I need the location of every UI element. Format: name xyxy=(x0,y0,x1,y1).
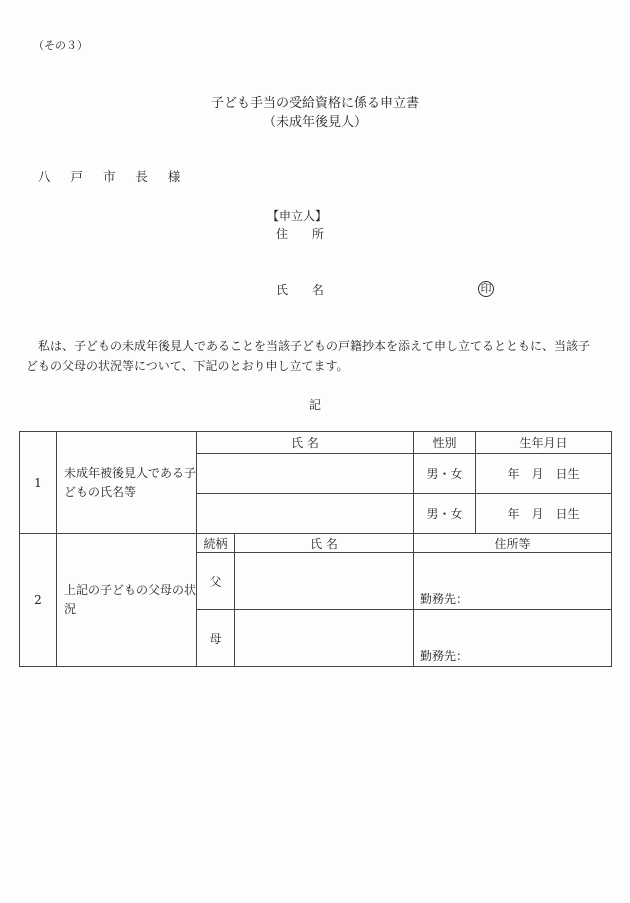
parent-address-header: 住所等 xyxy=(414,534,612,553)
applicant-name-label: 氏 名 xyxy=(276,283,334,297)
parent-name-header: 氏 名 xyxy=(235,534,414,553)
section2-label: 上記の子どもの父母の状況 xyxy=(57,534,197,667)
child1-sex[interactable]: 男・女 xyxy=(414,454,476,494)
child2-sex[interactable]: 男・女 xyxy=(414,494,476,534)
relation-header: 続柄 xyxy=(197,534,235,553)
ki-heading: 記 xyxy=(308,398,321,412)
child2-name-cell[interactable] xyxy=(197,494,414,534)
mother-name-cell[interactable] xyxy=(235,610,414,667)
applicant-label: 【申立人】 xyxy=(267,209,328,223)
declaration-text: 私は、子どもの未成年後見人であることを当該子どもの戸籍抄本を添えて申し立てるとともに、当該子どもの父母の状況等について、下記のとおり申し立てます。 xyxy=(26,339,591,373)
section1-label: 未成年被後見人である子どもの氏名等 xyxy=(57,432,197,534)
child-sex-header: 性別 xyxy=(414,432,476,454)
father-name-cell[interactable] xyxy=(235,553,414,610)
form-number: （その３） xyxy=(33,39,88,52)
addressee: 八 戸 市 長 様 xyxy=(38,169,189,184)
seal-mark: 印 xyxy=(478,281,494,297)
father-relation: 父 xyxy=(197,553,235,610)
applicant-address-label: 住 所 xyxy=(276,227,334,241)
document-subtitle: （未成年後見人） xyxy=(262,115,367,130)
mother-relation: 母 xyxy=(197,610,235,667)
declaration-table xyxy=(19,431,612,667)
child1-birthdate[interactable]: 年 月 日生 xyxy=(476,454,612,494)
section2-number: 2 xyxy=(20,534,57,667)
child-name-header: 氏 名 xyxy=(197,432,414,454)
child1-name-cell[interactable] xyxy=(197,454,414,494)
child-birthdate-header: 生年月日 xyxy=(476,432,612,454)
section1-number: 1 xyxy=(20,432,57,534)
document-title: 子ども手当の受給資格に係る申立書 xyxy=(210,96,419,111)
father-workplace[interactable]: 勤務先： xyxy=(414,553,612,610)
child2-birthdate[interactable]: 年 月 日生 xyxy=(476,494,612,534)
mother-workplace[interactable]: 勤務先： xyxy=(414,610,612,667)
